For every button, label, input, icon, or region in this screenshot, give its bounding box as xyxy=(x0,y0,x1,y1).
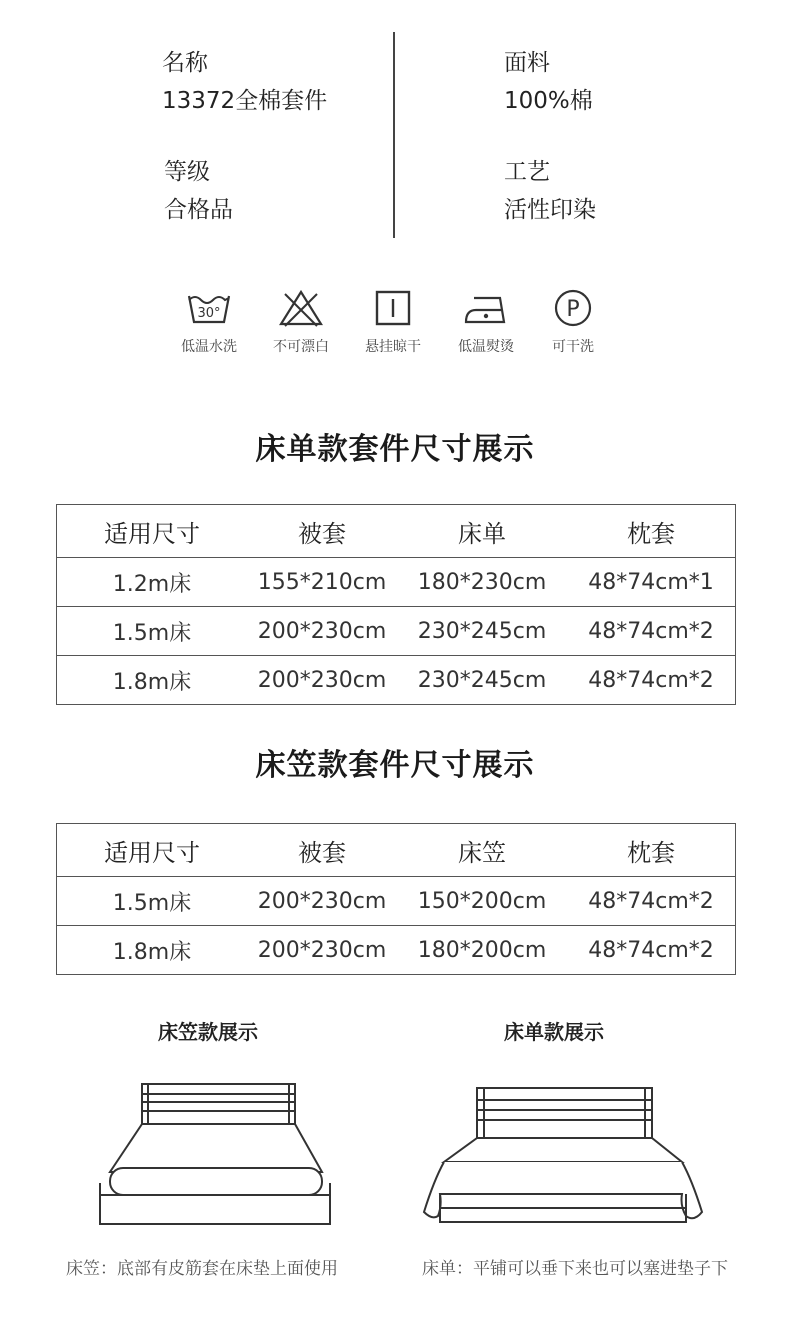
care-label-wash: 低温水洗 xyxy=(181,339,237,355)
table-cell: 1.8m床 xyxy=(57,926,248,975)
table-cell: 200*230cm xyxy=(247,877,397,926)
info-divider xyxy=(393,32,395,238)
table-cell: 48*74cm*2 xyxy=(567,607,736,656)
info-name-value: 13372全棉套件 xyxy=(162,88,328,114)
table-cell: 230*245cm xyxy=(397,656,567,705)
info-fabric xyxy=(504,44,593,120)
no-bleach-icon xyxy=(277,288,325,328)
info-name-label: 名称 xyxy=(162,50,208,76)
flat-set-table xyxy=(56,504,736,705)
flat-bed-illustration xyxy=(416,1084,706,1230)
fitted-demo-title: 床笠款展示 xyxy=(158,1020,258,1044)
fitted-set-title: 床笠款套件尺寸展示 xyxy=(255,748,535,783)
header-pillowcase: 枕套 xyxy=(567,505,736,558)
dry-clean-p-icon xyxy=(549,288,597,328)
table-cell: 200*230cm xyxy=(247,656,397,705)
table-cell: 180*230cm xyxy=(397,558,567,607)
info-name xyxy=(162,44,327,120)
table-cell: 155*210cm xyxy=(247,558,397,607)
info-craft-value: 活性印染 xyxy=(504,197,596,223)
header-bed-size: 适用尺寸 xyxy=(57,824,248,877)
care-item-wash xyxy=(169,288,249,356)
table-cell: 1.2m床 xyxy=(57,558,248,607)
care-label-iron: 低温熨烫 xyxy=(458,339,514,355)
table-cell: 48*74cm*2 xyxy=(567,656,736,705)
header-duvet: 被套 xyxy=(247,824,397,877)
info-craft xyxy=(504,153,596,229)
info-fabric-value: 100%棉 xyxy=(504,88,593,114)
info-grade xyxy=(164,153,233,229)
low-iron-icon xyxy=(462,288,510,328)
table-header-row xyxy=(57,505,736,558)
table-cell: 48*74cm*1 xyxy=(567,558,736,607)
wash-temp-text: 30° xyxy=(197,306,221,321)
table-row xyxy=(57,656,736,705)
care-item-iron xyxy=(446,288,526,356)
care-label-no-bleach: 不可漂白 xyxy=(273,339,329,355)
hang-dry-icon xyxy=(369,288,417,328)
dry-clean-letter: P xyxy=(566,297,580,322)
header-duvet: 被套 xyxy=(247,505,397,558)
table-cell: 200*230cm xyxy=(247,607,397,656)
flat-demo-caption: 床单：平铺可以垂下来也可以塞进垫子下 xyxy=(422,1259,728,1279)
flat-set-title: 床单款套件尺寸展示 xyxy=(255,432,535,467)
care-item-dry-clean xyxy=(533,288,613,356)
table-cell: 48*74cm*2 xyxy=(567,926,736,975)
table-header-row xyxy=(57,824,736,877)
fitted-set-table xyxy=(56,823,736,975)
table-cell: 230*245cm xyxy=(397,607,567,656)
wash-30-icon xyxy=(185,288,233,328)
info-grade-value: 合格品 xyxy=(164,197,233,223)
fitted-bed-illustration xyxy=(96,1080,336,1230)
care-label-hang-dry: 悬挂晾干 xyxy=(365,339,421,355)
table-cell: 150*200cm xyxy=(397,877,567,926)
header-sheet: 床单 xyxy=(397,505,567,558)
header-pillowcase: 枕套 xyxy=(567,824,736,877)
info-grade-label: 等级 xyxy=(164,159,210,185)
care-item-no-bleach xyxy=(261,288,341,356)
table-row xyxy=(57,558,736,607)
table-cell: 1.5m床 xyxy=(57,607,248,656)
table-cell: 1.8m床 xyxy=(57,656,248,705)
table-row xyxy=(57,926,736,975)
table-cell: 200*230cm xyxy=(247,926,397,975)
table-row xyxy=(57,607,736,656)
table-row xyxy=(57,877,736,926)
table-cell: 1.5m床 xyxy=(57,877,248,926)
care-label-dry-clean: 可干洗 xyxy=(552,339,594,355)
header-fitted-sheet: 床笠 xyxy=(397,824,567,877)
fitted-demo-caption: 床笠：底部有皮筋套在床垫上面使用 xyxy=(66,1259,338,1279)
table-cell: 48*74cm*2 xyxy=(567,877,736,926)
info-fabric-label: 面料 xyxy=(504,50,550,76)
info-craft-label: 工艺 xyxy=(504,159,550,185)
flat-demo-title: 床单款展示 xyxy=(504,1020,604,1044)
header-bed-size: 适用尺寸 xyxy=(57,505,248,558)
table-cell: 180*200cm xyxy=(397,926,567,975)
care-item-hang-dry xyxy=(353,288,433,356)
